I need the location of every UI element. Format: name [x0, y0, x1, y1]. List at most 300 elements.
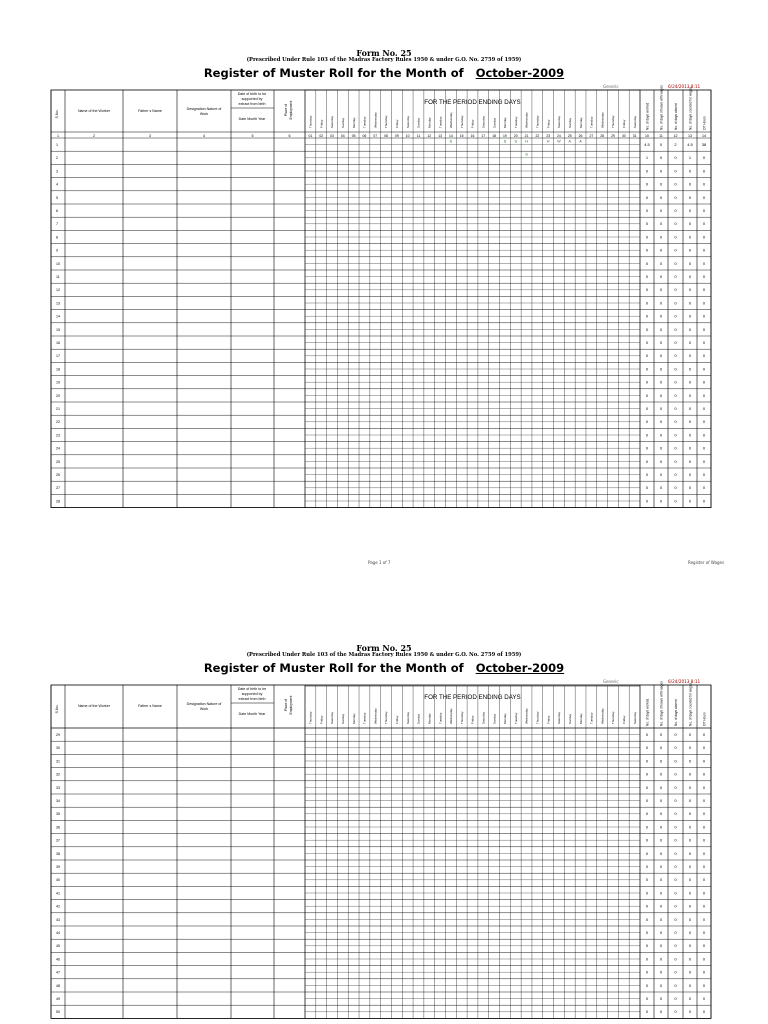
- day-name-label: Wednesday: [449, 708, 454, 724]
- day-name-label: Monday: [503, 713, 508, 724]
- tail-value: 0: [659, 379, 663, 385]
- tail-value: 0: [688, 221, 692, 227]
- serial-number: 6: [56, 209, 58, 213]
- tail-value: 0: [645, 877, 649, 883]
- tail-value: 0: [688, 758, 692, 764]
- column-number-label: 3: [149, 134, 151, 138]
- tail-value: 0: [702, 472, 706, 477]
- tail-value: 0: [645, 406, 649, 411]
- tail-value: 0: [659, 419, 663, 425]
- tail-value: 0: [674, 353, 677, 359]
- tail-value: 0: [674, 996, 677, 1001]
- tail-value: 0: [645, 943, 649, 949]
- day-name-label: Tuesday: [362, 116, 367, 128]
- day-number-label: 22: [535, 134, 540, 138]
- tail-value: 0: [674, 234, 677, 240]
- tail-value: 0: [688, 366, 692, 372]
- sno-header: S.No.: [55, 704, 59, 714]
- tail-value: 0: [659, 890, 663, 896]
- tail-value: 0: [645, 445, 649, 451]
- tail-value: 0: [702, 168, 706, 174]
- tail-value: 0: [702, 877, 706, 883]
- tail-value: 0: [645, 903, 649, 909]
- tail-value: 0: [659, 208, 663, 213]
- tail-value: 0: [674, 732, 677, 737]
- tail-value: 0: [702, 798, 706, 803]
- tail-value: 0: [674, 798, 677, 803]
- column-number-label: 5: [251, 134, 254, 138]
- tail-header-label: No. of days worked: [645, 102, 650, 130]
- tail-value: 0: [659, 758, 663, 764]
- tail-value: 0: [659, 745, 663, 751]
- place-header: Place of: [284, 698, 288, 712]
- attendance-mark: H: [525, 138, 528, 144]
- day-number-label: 01: [308, 134, 313, 138]
- tail-value: 0: [702, 485, 706, 491]
- tail-value: 0: [702, 824, 706, 830]
- tail-value: 0: [674, 181, 677, 187]
- day-name-label: Monday: [351, 713, 356, 724]
- tail-value: 4.5: [644, 142, 650, 147]
- day-name-label: Saturday: [330, 115, 335, 128]
- day-number-label: 26: [578, 134, 583, 138]
- tail-value: 0: [688, 208, 692, 213]
- tail-value: 0: [702, 498, 706, 504]
- day-name-label: Friday: [470, 715, 475, 724]
- day-name-label: Friday: [395, 715, 400, 724]
- attendance-mark: A: [579, 139, 582, 144]
- day-number-label: 17: [481, 134, 486, 138]
- tail-value: 2: [674, 142, 677, 147]
- tail-value: 0: [702, 300, 706, 306]
- tail-value: 0: [659, 194, 663, 200]
- day-number-label: 27: [589, 134, 594, 138]
- tail-value: 0: [645, 287, 649, 293]
- day-number-label: 09: [394, 134, 399, 138]
- day-number-label: 18: [492, 134, 497, 138]
- tail-value: 0: [702, 155, 706, 161]
- serial-number: 37: [56, 838, 60, 843]
- column-number-label: 1: [57, 134, 59, 138]
- tail-value: 0: [674, 340, 677, 345]
- serial-number: 28: [56, 499, 60, 504]
- tail-value: 0: [702, 982, 706, 988]
- day-name-label: Friday: [319, 715, 324, 724]
- serial-number: 43: [56, 917, 60, 922]
- tail-value: 0: [702, 811, 706, 817]
- column-number-label: 6: [288, 134, 291, 138]
- day-number-label: 31: [632, 134, 637, 138]
- serial-number: 42: [56, 904, 60, 909]
- tail-value: 0: [674, 379, 677, 385]
- tail-value: 0: [702, 340, 706, 345]
- day-number-label: 13: [438, 134, 442, 138]
- serial-number: 16: [56, 341, 60, 345]
- tail-value: 0: [702, 326, 706, 332]
- tail-value: 0: [674, 313, 677, 319]
- tail-value: 0: [674, 300, 677, 306]
- tail-value: 0: [702, 930, 706, 935]
- tail-value: 0: [645, 353, 649, 359]
- serial-number: 14: [56, 314, 60, 319]
- tail-value: 0: [645, 366, 649, 372]
- day-number-label: 24: [557, 134, 561, 138]
- tail-value: 0: [688, 287, 692, 293]
- tail-value: 0: [702, 903, 706, 909]
- tail-value: 0: [645, 485, 649, 491]
- serial-number: 1: [56, 143, 58, 147]
- day-name-label: Friday: [621, 119, 626, 128]
- tail-value: 0: [645, 326, 649, 332]
- day-name-label: Saturday: [481, 711, 486, 724]
- tail-value: 0: [702, 850, 706, 856]
- day-number-label: 21: [524, 134, 529, 138]
- tail-value: 0: [674, 930, 677, 935]
- serial-number: 45: [56, 944, 60, 949]
- day-number-label: 02: [319, 134, 324, 138]
- serial-number: 4: [56, 182, 58, 187]
- tail-value: 0: [645, 221, 649, 227]
- tail-value: 0: [674, 208, 677, 213]
- tail-value: 0: [674, 432, 677, 438]
- serial-number: 36: [56, 825, 60, 830]
- tail-value: 0: [659, 1009, 663, 1015]
- tail-value: 0: [659, 406, 663, 411]
- tail-value: 0: [659, 234, 663, 240]
- tail-value: 0: [645, 234, 649, 240]
- tail-value: 0: [659, 168, 663, 174]
- tail-value: 0: [688, 1009, 692, 1015]
- tail-value: 0: [688, 313, 692, 319]
- tail-value: 0: [674, 155, 677, 161]
- tail-value: 0: [659, 432, 663, 438]
- tail-value: 0: [702, 353, 706, 359]
- tail-value: 0: [688, 824, 692, 830]
- tail-value: 0: [688, 956, 692, 962]
- tail-value: 0: [659, 956, 663, 962]
- tail-value: 0: [659, 260, 663, 266]
- serial-number: 41: [56, 891, 60, 896]
- tail-value: 0: [659, 155, 663, 161]
- designation-header-line2: Work: [199, 112, 209, 116]
- serial-number: 18: [56, 367, 60, 372]
- day-number-label: 30: [621, 134, 626, 138]
- tail-value: 0: [688, 943, 692, 949]
- serial-number: 2: [56, 156, 58, 161]
- tail-header-label: No. of days worked: [645, 698, 650, 726]
- tail-value: 0: [688, 458, 692, 464]
- tail-value: 0: [659, 943, 663, 949]
- tail-value: 0: [645, 837, 649, 843]
- day-number-label: 03: [330, 134, 334, 138]
- day-name-label: Wednesday: [600, 112, 605, 128]
- serial-number: 19: [56, 380, 60, 385]
- tail-value: 0: [674, 392, 677, 398]
- day-name-label: Saturday: [481, 115, 486, 128]
- tail-value: 0: [688, 498, 692, 504]
- tail-value: 0: [645, 930, 649, 935]
- tail-value: 0: [702, 221, 706, 227]
- day-name-label: Sunday: [567, 713, 572, 724]
- tail-value: 0: [645, 824, 649, 830]
- serial-number: 12: [56, 288, 60, 293]
- day-number-label: 29: [611, 134, 615, 138]
- place-header: Place of: [284, 103, 288, 117]
- designation-header-line2: Work: [199, 707, 209, 711]
- tail-value: 0: [645, 916, 649, 922]
- tail-header-label: OT Hours: [702, 712, 707, 726]
- tail-value: 0: [702, 445, 706, 451]
- day-name-label: Sunday: [341, 117, 346, 128]
- tail-value: 0: [688, 732, 692, 737]
- day-name-label: Thursday: [308, 711, 313, 724]
- tail-value: 0: [659, 903, 663, 909]
- tail-value: 0: [688, 745, 692, 751]
- tail-number-label: 14: [702, 134, 706, 138]
- day-name-label: Sunday: [492, 713, 497, 724]
- tail-value: 0: [645, 732, 649, 737]
- serial-number: 50: [56, 1010, 60, 1015]
- form-number: Form No. 25: [356, 643, 412, 653]
- generic-label: Generic: [603, 679, 619, 684]
- tail-value: 0: [659, 485, 663, 491]
- tail-value: 0: [674, 485, 677, 491]
- serial-number: 30: [56, 746, 60, 751]
- tail-value: 0: [674, 221, 677, 227]
- serial-number: 5: [56, 195, 58, 200]
- tail-value: 0: [702, 379, 706, 385]
- tail-value: 0: [659, 850, 663, 856]
- tail-value: 0: [702, 837, 706, 843]
- day-number-label: 16: [470, 134, 475, 138]
- tail-value: 0: [702, 392, 706, 398]
- serial-number: 46: [56, 957, 60, 962]
- tail-value: 0: [645, 168, 649, 174]
- dob-subheader: Date Month Year: [238, 117, 266, 121]
- day-name-label: Sunday: [416, 713, 421, 724]
- serial-number: 31: [56, 759, 60, 764]
- serial-number: 22: [56, 420, 60, 425]
- dob-subheader: Date Month Year: [238, 712, 266, 716]
- dob-header-line3: extract from birth: [238, 697, 266, 701]
- tail-value: 0: [702, 745, 706, 751]
- tail-value: 0: [702, 1009, 706, 1015]
- tail-value: 0: [674, 366, 677, 372]
- title-text: Register of Muster Roll for the Month of: [203, 661, 464, 675]
- period-header: FOR THE PERIOD ENDING DAYS: [424, 694, 521, 701]
- tail-value: 0: [659, 824, 663, 830]
- tail-value: 0: [688, 864, 692, 869]
- day-name-label: Thursday: [611, 115, 616, 128]
- tail-value: 0: [659, 996, 663, 1001]
- tail-value: 0: [688, 771, 692, 777]
- tail-value: 0: [702, 274, 706, 279]
- attendance-mark: W: [557, 139, 561, 144]
- period-header: FOR THE PERIOD ENDING DAYS: [424, 99, 521, 106]
- day-number-label: 15: [459, 134, 464, 138]
- tail-value: 0: [702, 287, 706, 293]
- table-border: [51, 682, 711, 1018]
- tail-header-label: OT Hours: [702, 116, 707, 130]
- serial-number: 9: [56, 248, 58, 253]
- tail-value: 0: [702, 916, 706, 922]
- tail-value: 0: [702, 890, 706, 896]
- tail-value: 0: [702, 234, 706, 240]
- tail-value: 0: [674, 326, 677, 332]
- tail-value: 0: [674, 969, 677, 975]
- day-name-label: Wednesday: [449, 112, 454, 128]
- tail-value: 0: [659, 969, 663, 975]
- tail-value: 0: [688, 930, 692, 935]
- tail-value: 0: [702, 996, 706, 1001]
- tail-value: 0: [674, 850, 677, 856]
- tail-value: 0: [659, 798, 663, 803]
- serial-number: 34: [56, 799, 60, 803]
- tail-value: 0: [688, 445, 692, 451]
- tail-value: 0: [645, 969, 649, 975]
- serial-number: 29: [56, 733, 60, 737]
- title-month: October-2009: [475, 661, 565, 675]
- tail-value: 0: [688, 406, 692, 411]
- tail-value: 0: [688, 996, 692, 1001]
- tail-value: 0: [702, 260, 706, 266]
- day-name-label: Thursday: [535, 711, 540, 724]
- tail-value: 0: [645, 208, 649, 213]
- father-name-header: Father s Name: [138, 109, 162, 113]
- tail-value: 0: [702, 419, 706, 425]
- tail-value: 0: [645, 956, 649, 962]
- tail-value: 0: [702, 208, 706, 213]
- tail-value: 0: [659, 445, 663, 451]
- serial-number: 47: [56, 970, 60, 975]
- tail-value: 0: [674, 824, 677, 830]
- sheet-name-footer: Register of Wages: [688, 560, 725, 565]
- tail-value: 0: [659, 930, 663, 935]
- tail-value: 0: [645, 392, 649, 398]
- tail-value: 0: [702, 784, 706, 790]
- tail-value: 0: [645, 996, 649, 1001]
- tail-value: 0: [688, 837, 692, 843]
- tail-value: 0: [688, 247, 692, 253]
- tail-value: 0: [659, 353, 663, 359]
- tail-value: 0: [702, 406, 706, 411]
- serial-number: 40: [56, 878, 60, 883]
- tail-header-label: No. of days of leave with wages: [659, 85, 664, 130]
- day-number-label: 06: [362, 134, 367, 138]
- day-name-label: Wednesday: [373, 708, 378, 724]
- day-name-label: Saturday: [632, 115, 637, 128]
- tail-value: 0: [674, 784, 677, 790]
- designation-header: Designation Nature of: [186, 107, 222, 111]
- tail-value: 0: [702, 864, 706, 869]
- tail-header-label: No. of days of leave with wages: [659, 681, 664, 726]
- tail-value: 0: [674, 771, 677, 777]
- day-name-label: Saturday: [405, 711, 410, 724]
- tail-value: 0: [688, 234, 692, 240]
- day-name-label: Friday: [546, 119, 551, 128]
- table-border: [51, 90, 711, 508]
- tail-value: 0: [645, 194, 649, 200]
- tail-value: 0: [645, 798, 649, 803]
- day-name-label: Thursday: [611, 711, 616, 724]
- tail-value: 0: [674, 811, 677, 817]
- tail-value: 0: [688, 379, 692, 385]
- tail-value: 0: [645, 758, 649, 764]
- tail-value: 0: [688, 472, 692, 477]
- day-name-label: Sunday: [341, 713, 346, 724]
- tail-value: 0: [688, 181, 692, 187]
- day-name-label: Monday: [427, 713, 432, 724]
- day-name-label: Monday: [503, 117, 508, 128]
- rule-reference: (Prescribed Under Rule 103 of the Madras Factory Rules 1950 & under G.O. No. 2759 of 1959): [246, 57, 522, 63]
- tail-value: 0: [659, 982, 663, 988]
- day-number-label: 10: [405, 134, 410, 138]
- date-stamp: 6/24/2013 8:11: [668, 84, 701, 89]
- tail-number-label: 11: [659, 134, 663, 138]
- tail-value: 0: [674, 982, 677, 988]
- tail-value: 0: [702, 969, 706, 975]
- day-number-label: 23: [546, 134, 551, 138]
- tail-value: 1: [688, 155, 692, 161]
- serial-number: 13: [56, 301, 60, 306]
- tail-value: 0: [688, 485, 692, 491]
- place-header-line2: Employment: [289, 695, 293, 715]
- tail-value: 0: [688, 340, 692, 345]
- tail-value: 0: [688, 877, 692, 883]
- tail-value: 0: [702, 181, 706, 187]
- tail-value: 0: [674, 406, 677, 411]
- tail-value: 0: [659, 732, 663, 737]
- dob-header-line2: supported by: [241, 692, 263, 696]
- tail-value: 0: [645, 300, 649, 306]
- tail-value: 0: [645, 313, 649, 319]
- tail-value: 0: [674, 472, 677, 477]
- tail-value: 0: [674, 864, 677, 869]
- day-name-label: Tuesday: [589, 712, 594, 724]
- tail-header-label: No. of days absent: [674, 103, 678, 130]
- day-name-label: Wednesday: [524, 112, 529, 128]
- tail-value: 0: [688, 392, 692, 398]
- tail-value: 0: [645, 1009, 649, 1015]
- day-name-label: Monday: [578, 713, 583, 724]
- tail-value: 0: [645, 432, 649, 438]
- day-name-label: Friday: [395, 119, 400, 128]
- tail-value: 0: [645, 472, 649, 477]
- tail-value: 0: [659, 392, 663, 398]
- tail-value: 0: [688, 419, 692, 425]
- place-header-line2: Employment: [289, 100, 293, 120]
- tail-value: 0: [674, 260, 677, 266]
- tail-value: 0: [645, 379, 649, 385]
- day-name-label: Tuesday: [438, 712, 443, 724]
- serial-number: 7: [56, 222, 58, 227]
- tail-value: 0: [688, 300, 692, 306]
- tail-value: 0: [688, 890, 692, 896]
- tail-value: 0: [659, 498, 663, 504]
- tail-value: 0: [674, 247, 677, 253]
- tail-value: 0: [688, 326, 692, 332]
- tail-value: 0: [659, 811, 663, 817]
- tail-header-label: No. of days counted for wages: [688, 682, 693, 726]
- serial-number: 25: [56, 459, 60, 464]
- tail-value: 0: [702, 758, 706, 764]
- title-text: Register of Muster Roll for the Month of: [203, 66, 464, 80]
- serial-number: 39: [56, 865, 60, 869]
- tail-value: 0: [659, 247, 663, 253]
- tail-value: 0: [645, 274, 649, 279]
- tail-value: 0: [659, 784, 663, 790]
- serial-number: 20: [56, 393, 60, 398]
